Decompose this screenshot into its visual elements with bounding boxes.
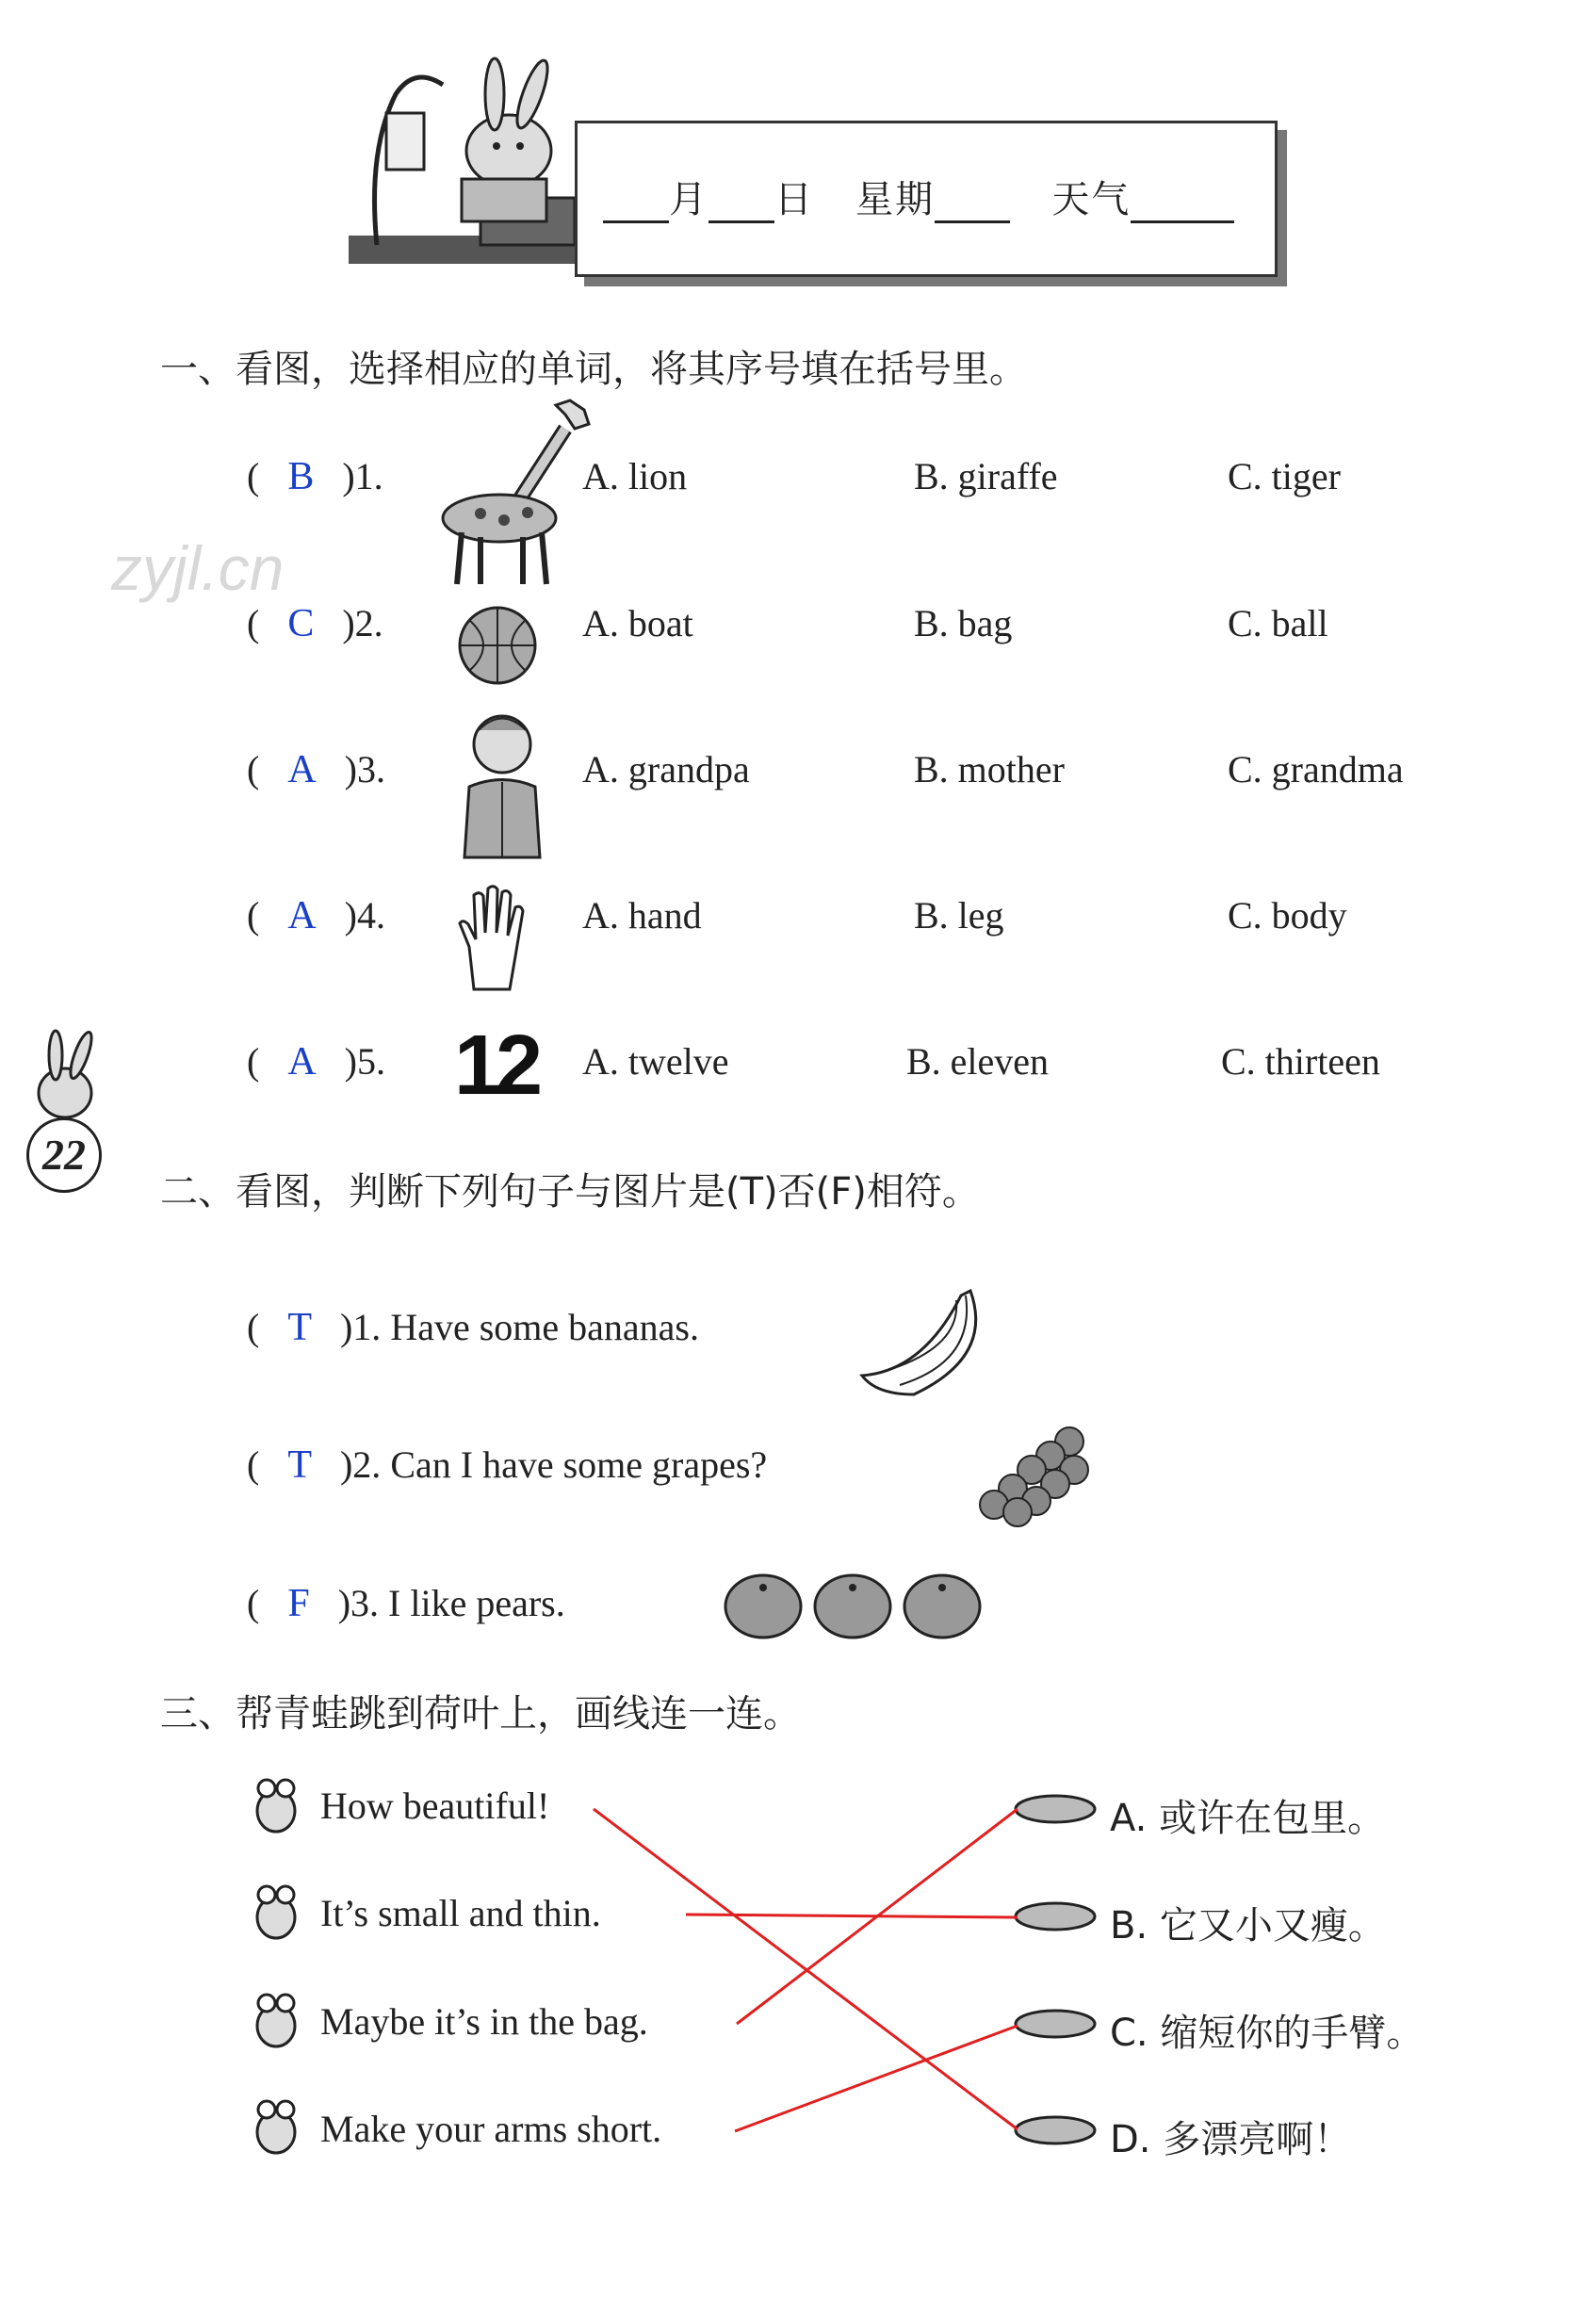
answer-text[interactable]: B (287, 455, 315, 498)
answer-text[interactable]: T (287, 1306, 312, 1349)
day-label: 日 (774, 178, 814, 221)
weekday-label: 星期 (855, 178, 936, 221)
match-left-item[interactable]: How beautiful! (320, 1785, 550, 1827)
question-row: ( A )4. (247, 894, 385, 937)
option-b: B. eleven (906, 1040, 1050, 1083)
answer-text[interactable]: A (287, 894, 317, 937)
question-number: )2. (342, 602, 383, 644)
sentence-text: I like pears. (388, 1582, 565, 1624)
section2-title: 二、看图，判断下列句子与图片是(T)否(F)相符。 (160, 1170, 980, 1214)
question-number: )3. (337, 1582, 380, 1624)
question-number: )2. (339, 1443, 382, 1486)
weather-label: 天气 (1051, 178, 1132, 221)
option-b: B. leg (914, 894, 1004, 937)
match-left-item[interactable]: It’s small and thin. (320, 1892, 601, 1934)
month-label: 月 (669, 178, 708, 221)
question-number: )1. (342, 455, 383, 497)
match-right-item[interactable]: A. 或许在包里。 (1110, 1797, 1386, 1840)
question-number: )3. (344, 748, 385, 790)
option-c: C. tiger (1228, 455, 1341, 497)
answer-text[interactable]: A (287, 748, 317, 791)
watermark: zyjl.cn (111, 533, 285, 603)
answer-text[interactable]: F (287, 1582, 310, 1625)
match-left-item[interactable]: Maybe it’s in the bag. (320, 2000, 648, 2043)
option-c: C. body (1228, 894, 1347, 937)
match-right-item[interactable]: B. 它又小又瘦。 (1110, 1904, 1386, 1948)
answer-text[interactable]: A (287, 1040, 317, 1084)
question-row: ( T )1. Have some bananas. (247, 1306, 699, 1349)
match-line (735, 2026, 1018, 2131)
match-right-item[interactable]: C. 缩短你的手臂。 (1110, 2012, 1425, 2055)
question-number: )5. (344, 1040, 385, 1083)
answer-text[interactable]: C (287, 602, 315, 645)
question-row: ( C )2. (247, 602, 383, 645)
page-number: 22 (26, 1117, 102, 1193)
sentence-text: Can I have some grapes? (390, 1443, 768, 1486)
number-12-icon: 12 (454, 1019, 538, 1113)
option-a: A. lion (582, 455, 688, 497)
section1-title: 一、看图，选择相应的单词，将其序号填在括号里。 (160, 348, 1027, 391)
option-a: A. boat (582, 602, 693, 644)
section3-title: 三、帮青蛙跳到荷叶上，画线连一连。 (160, 1692, 801, 1736)
question-row: ( T )2. Can I have some grapes? (247, 1443, 768, 1487)
option-c: C. thirteen (1221, 1040, 1380, 1083)
question-row: ( B )1. (247, 455, 383, 498)
question-row: ( A )5. (247, 1040, 385, 1084)
option-b: B. bag (914, 602, 1013, 644)
option-a: A. hand (582, 894, 702, 937)
question-number: )4. (344, 894, 385, 937)
option-b: B. giraffe (914, 455, 1058, 497)
question-row: ( A )3. (247, 748, 385, 791)
answer-text[interactable]: T (287, 1443, 312, 1487)
option-b: B. mother (914, 748, 1065, 790)
option-c: C. ball (1228, 602, 1328, 644)
question-number: )1. (339, 1306, 382, 1348)
question-row: ( F )3. I like pears. (247, 1582, 565, 1625)
sentence-text: Have some bananas. (390, 1306, 699, 1348)
match-left-item[interactable]: Make your arms short. (320, 2108, 662, 2150)
match-right-item[interactable]: D. 多漂亮啊！ (1110, 2118, 1352, 2161)
option-a: A. twelve (582, 1040, 729, 1083)
option-c: C. grandma (1228, 748, 1404, 790)
option-a: A. grandpa (582, 748, 750, 790)
